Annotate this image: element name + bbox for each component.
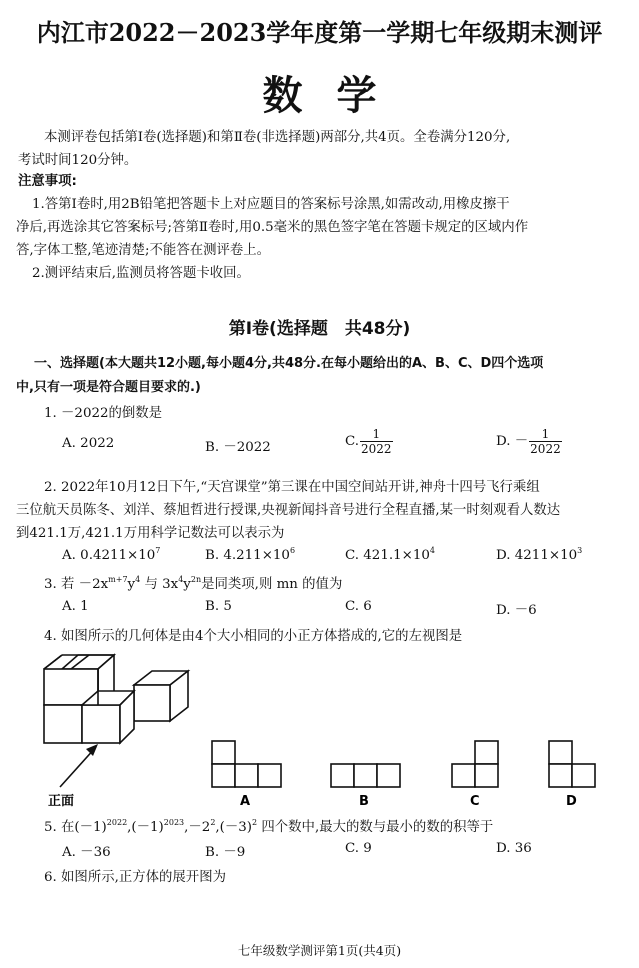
q2-option-c [345, 548, 435, 563]
q4-stem: 4. 如图所示的几何体是由4个大小相同的小正方体搭成的,它的左视图是 [44, 629, 463, 644]
q4-option-c-label: C [470, 794, 480, 809]
q4-option-a-label: A [240, 794, 251, 809]
q5-stem-part-3: ,－2 [184, 820, 211, 835]
q2-option-a-exponent: 7 [155, 546, 161, 555]
q1-option-c-prefix: C. [345, 434, 360, 449]
q2-line-1: 2. 2022年10月12日下午,“天宫课堂”第三课在中国空间站开讲,神舟十四号飞行乘组 [44, 480, 540, 495]
q4-option-b-label: B [359, 794, 369, 809]
q5-exp-3: 2 [210, 818, 216, 827]
q2-option-d-base: D. 4211×10 [496, 548, 578, 563]
q1-option-d [496, 427, 562, 456]
page-footer: 七年级数学测评第1页(共4页) [237, 943, 402, 958]
notes-heading: 注意事项: [18, 174, 77, 189]
q1-option-c-numerator: 1 [372, 427, 381, 441]
q2-option-c-exponent: 4 [429, 546, 435, 555]
q2-option-b [205, 548, 295, 563]
q3-exp-2: 4 [135, 575, 141, 584]
q5-exp-4: 2 [252, 818, 258, 827]
q5-stem-part-4: ,(－3) [215, 820, 253, 835]
q3-stem-mid-3: y [183, 577, 191, 592]
q2-option-d [496, 548, 582, 563]
q1-option-c [345, 427, 393, 456]
q4-option-b-figure [331, 764, 400, 787]
q5-option-d: D. 36 [496, 841, 532, 856]
q4-option-d-figure [549, 741, 595, 787]
q3-exp-4: 2n [190, 575, 202, 584]
section-1-title: 第Ⅰ卷(选择题 共48分) [228, 319, 411, 339]
q3-stem-pre: 3. 若 －2x [44, 577, 109, 592]
q5-stem [44, 816, 493, 835]
q1-option-a: A. 2022 [62, 436, 115, 451]
q5-option-a: A. －36 [62, 845, 111, 860]
q3-stem-mid-1: y [127, 577, 136, 592]
q3-option-d: D. －6 [496, 603, 537, 618]
q5-option-c: C. 9 [345, 841, 372, 856]
q3-option-c: C. 6 [345, 599, 372, 614]
q3-option-b: B. 5 [205, 599, 232, 614]
intro-line-1: 本测评卷包括第Ⅰ卷(选择题)和第Ⅱ卷(非选择题)两部分,共4页。全卷满分120分, [44, 130, 511, 145]
q5-exp-1: 2022 [106, 818, 128, 827]
q4-figure [0, 645, 639, 815]
q1-option-d-numerator: 1 [541, 427, 550, 441]
q4-front-label: 正面 [48, 794, 75, 809]
q4-option-d-label: D [566, 794, 577, 809]
notes-item-1-line-3: 答,字体工整,笔迹清楚;不能答在测评卷上。 [16, 243, 271, 258]
q2-option-a [62, 548, 160, 563]
q1-option-b: B. －2022 [205, 440, 271, 455]
q3-stem-mid-2: 与 3x [140, 577, 179, 592]
q3-option-a: A. 1 [62, 599, 89, 614]
q2-option-c-base: C. 421.1×10 [345, 548, 430, 563]
q2-line-2: 三位航天员陈冬、刘洋、蔡旭哲进行授课,央视新闻抖音号进行全程直播,某一时刻观看人数达 [16, 503, 561, 518]
q2-line-3: 到421.1万,421.1万用科学记数法可以表示为 [16, 526, 285, 541]
q2-option-b-base: B. 4.211×10 [205, 548, 290, 563]
q4-solid-figure [44, 655, 188, 787]
q5-stem-pre: 5. 在(－1) [44, 820, 107, 835]
notes-item-2: 2.测评结束后,监测员将答题卡收回。 [32, 266, 250, 281]
q3-stem-post: 是同类项,则 mn 的值为 [201, 577, 343, 592]
q4-option-c-figure [452, 741, 498, 787]
exam-title: 内江市2022－2023学年度第一学期七年级期末测评 [36, 18, 603, 47]
section-1-instruction-line-1: 一、选择题(本大题共12小题,每小题4分,共48分.在每小题给出的A、B、C、D四个选项 [34, 356, 544, 371]
q4-option-a-figure [212, 741, 281, 787]
q5-stem-post: 四个数中,最大的数与最小的数的积等于 [257, 820, 494, 835]
q2-option-d-exponent: 3 [577, 546, 583, 555]
notes-item-1-line-2: 净后,再选涂其它答案标号;答第Ⅱ卷时,用0.5毫米的黑色签字笔在答题卡规定的区域内作 [16, 220, 529, 235]
q1-option-d-denominator: 2022 [530, 442, 561, 456]
q1-option-d-prefix: D. － [496, 434, 529, 449]
q5-stem-part-2: ,(－1) [127, 820, 164, 835]
q1-stem: 1. －2022的倒数是 [44, 406, 163, 421]
q6-stem: 6. 如图所示,正方体的展开图为 [44, 870, 226, 885]
q3-exp-3: 4 [178, 575, 184, 584]
q2-option-b-exponent: 6 [289, 546, 296, 555]
q5-exp-2: 2023 [163, 818, 185, 827]
q1-option-c-denominator: 2022 [361, 442, 392, 456]
q5-option-b: B. －9 [205, 845, 246, 860]
q3-exp-1: m+7 [108, 575, 128, 584]
q3-stem [44, 573, 342, 592]
intro-line-2: 考试时间120分钟。 [18, 153, 138, 168]
subject-title: 数学 [262, 72, 411, 119]
section-1-instruction-line-2: 中,只有一项是符合题目要求的.) [16, 380, 201, 395]
notes-item-1-line-1: 1.答第Ⅰ卷时,用2B铅笔把答题卡上对应题目的答案标号涂黑,如需改动,用橡皮擦干 [32, 197, 510, 212]
q2-option-a-base: A. 0.4211×10 [62, 548, 156, 563]
